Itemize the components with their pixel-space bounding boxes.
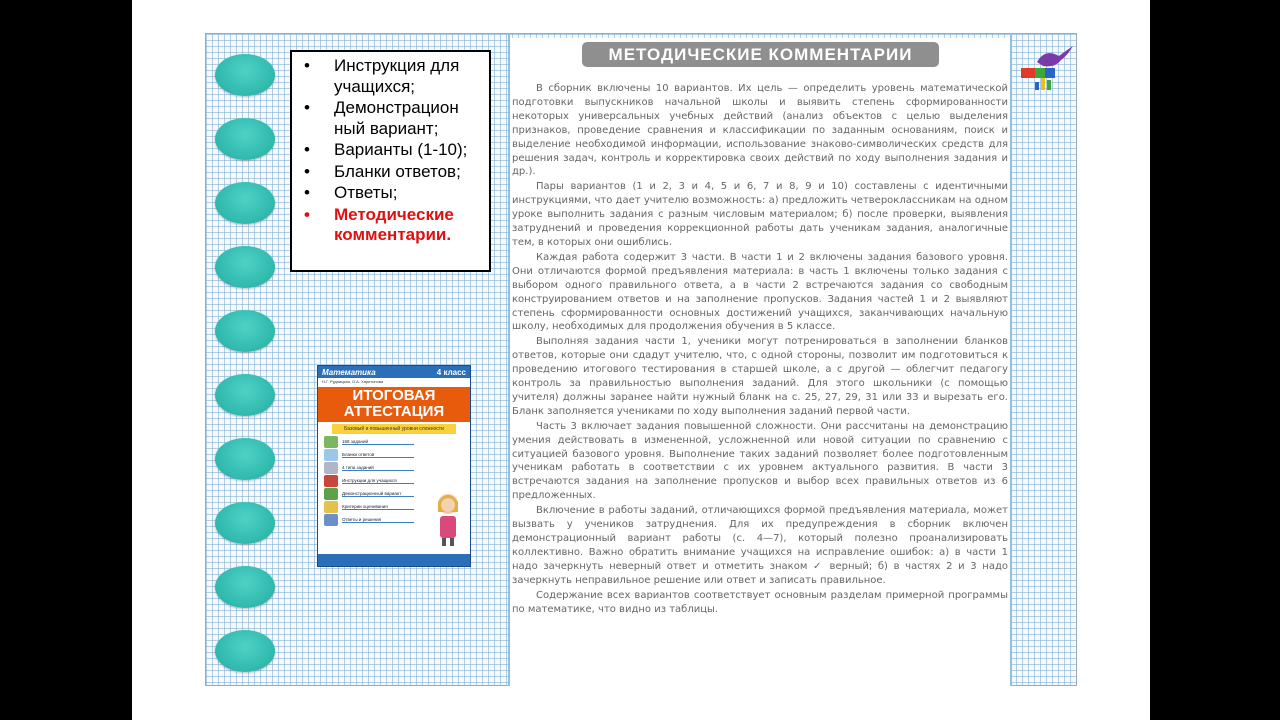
contents-item <box>300 98 481 139</box>
paragraph: Каждая работа содержит 3 части. В части 1 и 2 включены задания базового уровня. Они отличаются формой предъявления материала: в часть 1 включены только задания с выбором одного правильного ответа, а в части 2 встречаются задания со свободным конструированием ответов и на заполнение пропусков. Задания частей 1 и 2 выявляют степень сформированности основных достижений учащихся, заканчивающих начальную школу, необходимых для продолжения обучения в 5 классе. <box>512 251 1008 333</box>
publisher-logo-icon <box>1015 42 1077 94</box>
book-feature-label: Демонстрационный вариант <box>342 491 414 497</box>
paragraph: Пары вариантов (1 и 2, 3 и 4, 5 и 6, 7 и 8, 9 и 10) составлены с идентичными инструкциями, что дает учителю возможность: а) предложить четвероклассникам на одном уроке выполнить задания с разным числовым материалом; б) после проверки, выявления затруднений и проведения коррекционной работы дать ученикам задания, аналогичные тем, в которых они ошиблись. <box>512 181 1008 248</box>
contents-item-highlighted <box>300 205 481 246</box>
right-divider <box>1010 33 1012 686</box>
book-subtitle: Базовый и повышенный уровни сложности <box>332 424 456 434</box>
contents-item-label: Бланки ответов; <box>334 161 461 181</box>
apple-icon <box>324 475 338 487</box>
comments-text <box>512 82 1008 617</box>
binder-ring-9 <box>215 566 275 608</box>
contents-item <box>300 162 481 183</box>
book-feature-label: 168 заданий <box>342 439 414 445</box>
binder-ring-10 <box>215 630 275 672</box>
cube-icon <box>324 436 338 448</box>
bullet: • <box>304 161 310 181</box>
bullet: • <box>304 56 310 75</box>
paragraph: Включение в работы заданий, отличающихся формой предъявления материала, может вызвать у учеников затруднения. Для их предупреждения в сборник включен демонстрационный вариант работы (с. 4—7), который полезно проанализировать коллективно. Важно обратить внимание учащихся на исправление ошибок: а) в части 1 надо зачеркнуть неверный ответ и отметить знаком ✓ верный; б) в частях 2 и 3 надо зачеркнуть неправильное решение или ответ и записать правильное. <box>512 505 1008 586</box>
book-title-line-2: АТТЕСТАЦИЯ <box>343 403 445 420</box>
book-grade: 4 класс <box>436 367 466 377</box>
paragraph: Содержание всех вариантов соответствует основным разделам примерной программы по математике, что видно из таблицы. <box>512 589 1008 615</box>
binder-ring-7 <box>215 438 275 480</box>
bullet: • <box>304 98 310 117</box>
girl-illustration <box>432 490 464 548</box>
book-feature <box>324 476 470 486</box>
book-header <box>318 366 470 378</box>
contents-item-label: Демонстрацион ный вариант; <box>334 98 459 138</box>
binder-ring-8 <box>215 502 275 544</box>
book-feature <box>324 437 470 447</box>
binder-ring-4 <box>215 246 275 288</box>
book-feature <box>324 463 470 473</box>
cylinder-icon <box>324 449 338 461</box>
book-feature-label: 4 типа заданий <box>342 465 414 471</box>
contents-box <box>290 50 491 272</box>
book-footer <box>318 554 470 566</box>
page-title: МЕТОДИЧЕСКИЕ КОММЕНТАРИИ <box>582 42 939 67</box>
bullet: • <box>304 140 310 159</box>
book-feature-label: Бланки ответов <box>342 452 414 458</box>
shape-icon <box>324 514 338 526</box>
contents-item <box>300 183 481 204</box>
paragraph: В сборник включены 10 вариантов. Их цель — определить уровень математической подготовки выпускников начальной школы и выявить степень сформированности некоторых универсальных учебных действий (анализ объектов с целью выделения признаков, проведение сравнения и классификации по заданным основаниям, поиск и выделение необходимой информации, использование знаково-символических средств для решения задач, контроль и корректировка своих действий по ходу выполнения задания и др.). <box>512 83 1008 178</box>
contents-item-label: Инструкция для учащихся; <box>334 56 460 96</box>
book-authors: Н.Г. Рудницкая, О.А. Харитонова <box>322 379 384 384</box>
pyramid-icon <box>324 462 338 474</box>
binder-ring-3 <box>215 182 275 224</box>
book-title <box>318 387 470 422</box>
book-feature-label: Инструкции для учащихся <box>342 478 414 484</box>
watermelon-icon <box>324 488 338 500</box>
book-feature <box>324 450 470 460</box>
contents-item <box>300 140 481 161</box>
bullet: • <box>304 204 310 224</box>
contents-item <box>300 56 481 97</box>
bullet: • <box>304 183 310 202</box>
contents-item-label: Ответы; <box>334 183 398 202</box>
paragraph: Часть 3 включает задания повышенной сложности. Они рассчитаны на демонстрацию умения действовать в измененной, усложненной или новой ситуации по сравнению с ситуацией базового уровня. Выполнение таких заданий позволяет более подготовленным ученикам работать в соответствии с их уровнем актуального развития. В части 3 встречаются задания на заполнение пропусков и выбор всех правильных ответов из 6 предложенных. <box>512 420 1008 502</box>
book-feature-label: Ответы и решения <box>342 517 414 523</box>
binder-ring-1 <box>215 54 275 96</box>
book-subject: Математика <box>322 367 376 377</box>
book-feature-label: Критерии оценивания <box>342 504 414 510</box>
book-cover <box>317 365 471 567</box>
binder-ring-2 <box>215 118 275 160</box>
paragraph: Выполняя задания части 1, ученики могут потренироваться в заполнении бланков ответов, которые они сдадут учителю, что, с одной стороны, позволит им подготовиться к проведению итогового тестирования в старшей школе, а с другой — облегчит педагогу контроль за правильностью выполнения заданий. Для этого школьники (с помощью учителя) должны заранее найти нужный бланк на с. 25, 27, 29, 31 или 33 и вырезать его. Бланк заполняется учениками по ходу выполнения заданий первой части. <box>512 336 1008 417</box>
contents-list <box>300 56 481 246</box>
shape-icon <box>324 501 338 513</box>
binder-ring-6 <box>215 374 275 416</box>
contents-item-label: Методические комментарии. <box>334 204 454 244</box>
book-title-line-1: ИТОГОВАЯ <box>352 387 436 404</box>
contents-item-label: Варианты (1-10); <box>334 140 468 159</box>
binder-ring-5 <box>215 310 275 352</box>
